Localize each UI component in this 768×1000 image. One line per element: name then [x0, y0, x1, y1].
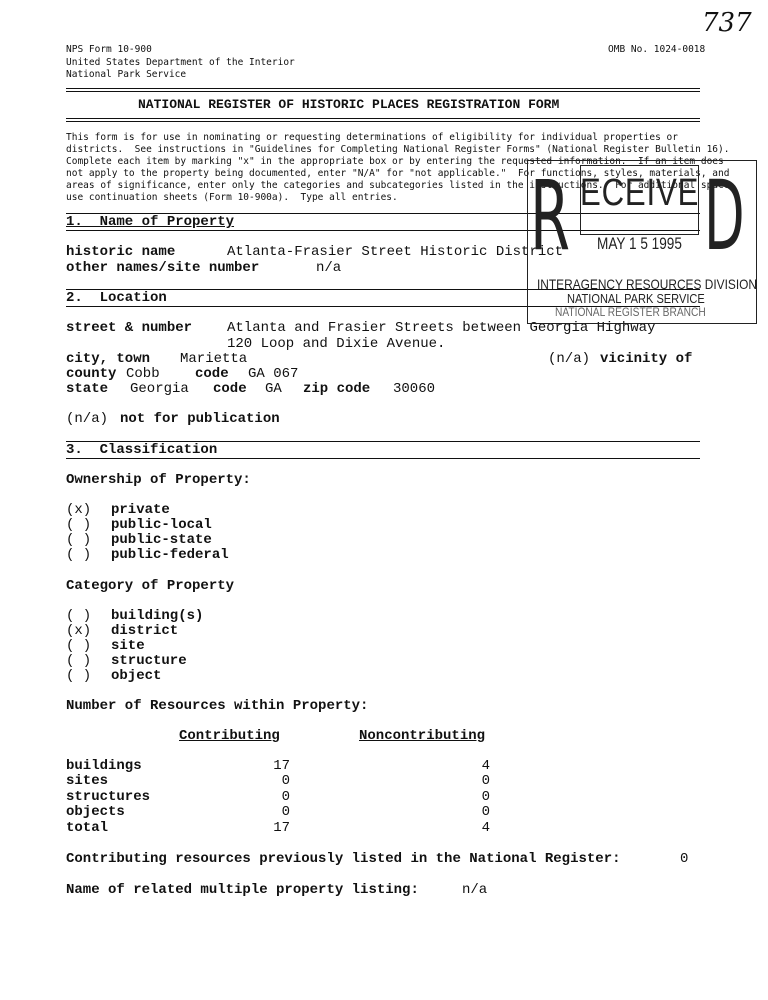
resource-type: objects — [66, 804, 125, 820]
previously-listed-value: 0 — [680, 851, 689, 867]
resources-label: Number of Resources within Property: — [66, 698, 369, 714]
stamp-letter-r: R — [530, 160, 571, 272]
resource-contributing: 0 — [281, 789, 290, 805]
category-mark: ( ) — [66, 608, 92, 624]
vicinity-mark: (n/a) — [548, 351, 591, 367]
state-code-value: GA — [265, 381, 282, 397]
header-rule-top — [66, 88, 700, 89]
ownership-option: public-local — [111, 517, 212, 533]
historic-name-label: historic name — [66, 244, 176, 260]
handwritten-number: 737 — [702, 8, 752, 38]
stamp-service: NATIONAL PARK SERVICE — [567, 291, 705, 306]
state-code-label: code — [213, 381, 247, 397]
county-label: county — [66, 366, 117, 382]
resource-type: buildings — [66, 758, 142, 774]
stamp-word: ECEIVE — [580, 172, 700, 214]
col-noncontributing: Noncontributing — [359, 728, 486, 744]
category-option: site — [111, 638, 145, 654]
county-code-label: code — [195, 366, 229, 382]
historic-name-value: Atlanta-Frasier Street Historic District — [227, 244, 564, 260]
city-value: Marietta — [180, 351, 248, 367]
resource-contributing: 17 — [273, 758, 290, 774]
category-mark: (x) — [66, 623, 92, 639]
county-value: Cobb — [126, 366, 160, 382]
street-value-line2: 120 Loop and Dixie Avenue. — [227, 336, 446, 352]
form-title: NATIONAL REGISTER OF HISTORIC PLACES REGISTRATION FORM — [138, 97, 560, 112]
instructions-line: Complete each item by marking "x" in the appropriate box or by entering the requested information. If an item does — [66, 156, 724, 167]
state-label: state — [66, 381, 109, 397]
instructions-line: This form is for use in nominating or requesting determinations of eligibility for individual properties or — [66, 132, 678, 143]
city-label: city, town — [66, 351, 151, 367]
service: National Park Service — [66, 69, 187, 80]
zip-label: zip code — [303, 381, 371, 397]
resource-contributing: 0 — [281, 804, 290, 820]
category-mark: ( ) — [66, 668, 92, 684]
ownership-option: public-state — [111, 532, 212, 548]
ownership-option: private — [111, 502, 170, 518]
category-option: object — [111, 668, 162, 684]
ownership-mark: ( ) — [66, 547, 92, 563]
ownership-mark: ( ) — [66, 532, 92, 548]
instructions-line: not apply to the property being documented, enter "N/A" for "not applicable." For functions, styles, materials, and — [66, 168, 730, 179]
ownership-label: Ownership of Property: — [66, 472, 251, 488]
section3-rule-bottom — [66, 458, 700, 459]
vicinity-label: vicinity of — [600, 351, 693, 367]
ownership-mark: ( ) — [66, 517, 92, 533]
multiple-listing-label: Name of related multiple property listing: — [66, 882, 419, 898]
previously-listed-label: Contributing resources previously listed in the National Register: — [66, 851, 621, 867]
category-option: district — [111, 623, 179, 639]
stamp-letter-d: D — [704, 160, 745, 272]
resource-noncontributing: 4 — [481, 820, 490, 836]
section2-heading: 2. Location — [66, 290, 167, 306]
stamp-branch: NATIONAL REGISTER BRANCH — [555, 305, 706, 319]
resource-contributing: 0 — [281, 773, 290, 789]
street-value-line1: Atlanta and Frasier Streets between Georgia Highway — [227, 320, 656, 336]
header-rule-top-2 — [66, 91, 700, 92]
state-value: Georgia — [130, 381, 189, 397]
resource-type: sites — [66, 773, 109, 789]
category-option: building(s) — [111, 608, 204, 624]
multiple-listing-value: n/a — [462, 882, 488, 898]
department: United States Department of the Interior — [66, 57, 295, 68]
zip-value: 30060 — [393, 381, 436, 397]
col-contributing: Contributing — [179, 728, 280, 744]
resource-noncontributing: 0 — [481, 789, 490, 805]
stamp-division: INTERAGENCY RESOURCES DIVISION — [537, 276, 757, 292]
stamp-date: MAY 1 5 1995 — [597, 234, 682, 253]
resource-noncontributing: 4 — [481, 758, 490, 774]
publication-mark: (n/a) — [66, 411, 109, 427]
category-mark: ( ) — [66, 653, 92, 669]
category-option: structure — [111, 653, 187, 669]
category-mark: ( ) — [66, 638, 92, 654]
instructions-line: districts. See instructions in "Guidelines for Completing National Register Forms" (National Register Bulletin 16). — [66, 144, 730, 155]
other-names-value: n/a — [316, 260, 342, 276]
publication-label: not for publication — [120, 411, 280, 427]
resource-contributing: 17 — [273, 820, 290, 836]
resource-type: structures — [66, 789, 151, 805]
instructions-line: areas of significance, enter only the categories and subcategories listed in the instructions. For additional space — [66, 180, 730, 191]
resource-noncontributing: 0 — [481, 773, 490, 789]
ownership-option: public-federal — [111, 547, 229, 563]
header-rule-bottom — [66, 118, 700, 119]
form-number: NPS Form 10-900 — [66, 44, 152, 55]
category-label: Category of Property — [66, 578, 235, 594]
section3-heading: 3. Classification — [66, 442, 218, 458]
county-code-value: GA 067 — [248, 366, 299, 382]
header-rule-bottom-2 — [66, 121, 700, 122]
street-label: street & number — [66, 320, 193, 336]
section1-heading: 1. Name of Property — [66, 214, 235, 230]
other-names-label: other names/site number — [66, 260, 260, 276]
ownership-mark: (x) — [66, 502, 92, 518]
omb-number: OMB No. 1024-0018 — [608, 44, 706, 55]
resource-type: total — [66, 820, 109, 836]
instructions-line: use continuation sheets (Form 10-900a). Type all entries. — [66, 192, 398, 203]
resource-noncontributing: 0 — [481, 804, 490, 820]
